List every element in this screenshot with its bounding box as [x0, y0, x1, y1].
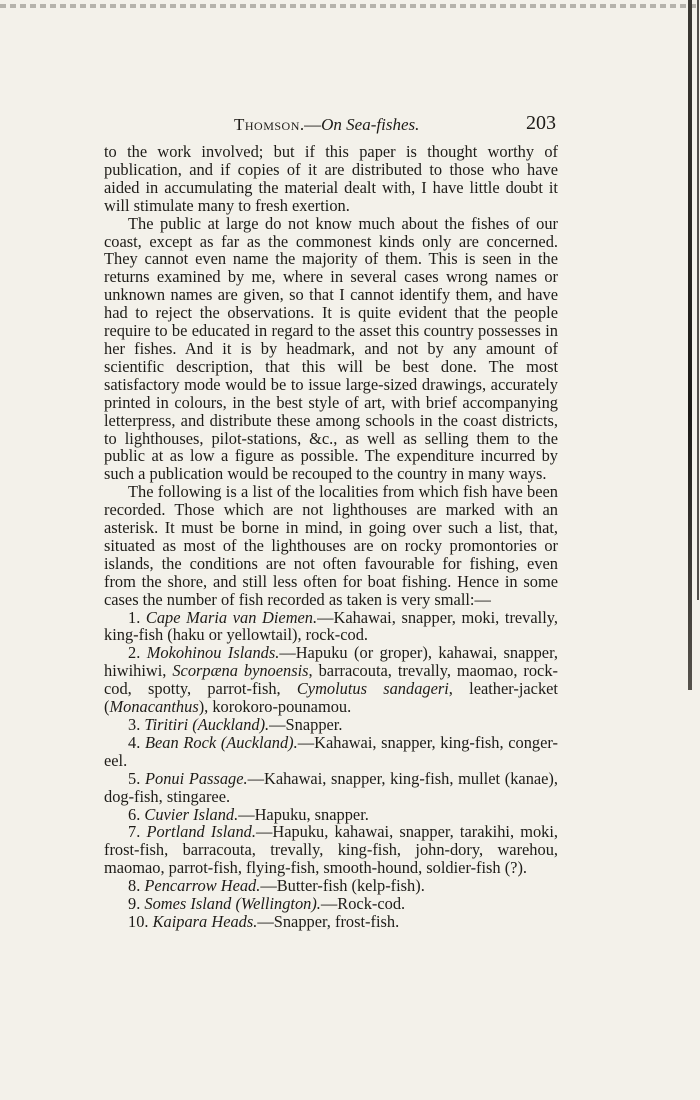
- author-name: Thomson: [234, 115, 300, 134]
- scientific-name: Cymolutus sandageri: [296, 679, 449, 699]
- scan-edge-top: [0, 4, 700, 8]
- locality-fish: —Snapper.: [269, 715, 343, 734]
- locality-fish: —Kahawai, snapper, moki, trevally, king-fish (haku or yellowtail), rock-cod.: [104, 607, 558, 645]
- locality-fish: —Kahawai, snapper, king-fish, mullet (kanae), dog-fish, stingaree.: [104, 768, 558, 806]
- locality-item: 3. Tiritiri (Auckland).—Snapper.: [128, 715, 343, 734]
- locality-name: Tiritiri (Auckland).: [144, 715, 270, 734]
- locality-fish: —Hapuku, kahawai, snapper, tarakihi, moki, frost-fish, barracouta, trevally, king-fish, john-dory, warehou, maomao, parrot-fish, flying-fish, smooth-hound, soldier-fish (?).: [104, 822, 559, 878]
- locality-name: Kaipara Heads.: [152, 911, 258, 931]
- scientific-name: Scorpæna bynoensis: [172, 661, 309, 681]
- scan-edge-right: [688, 0, 692, 690]
- locality-item: 5. Ponui Passage.—Kahawai, snapper, king-fish, mullet (kanae), dog-fish, stingaree.: [104, 768, 558, 806]
- locality-name: Cape Maria van Diemen.: [145, 607, 318, 627]
- locality-item: 2. Mokohinou Islands.—Hapuku (or groper), kahawai, snapper, hiwihiwi, Scorpæna bynoensis, barracouta, trevally, maomao, rock-cod, spotty, parrot-fish, Cymolutus sandageri, leather-jacket (Monacanthus), korokoro-pounamou.: [104, 643, 558, 717]
- locality-fish: —Rock-cod.: [320, 894, 406, 914]
- locality-fish: —Hapuku, snapper.: [238, 804, 369, 824]
- locality-name: Cuvier Island.: [144, 804, 239, 824]
- locality-item: 1. Cape Maria van Diemen.—Kahawai, snapper, moki, trevally, king-fish (haku or yellowtail), rock-cod.: [104, 607, 558, 645]
- locality-fish: —Kahawai, snapper, king-fish, conger-eel.: [104, 732, 558, 770]
- paragraph-public: The public at large do not know much about the fishes of our coast, except as far as the commonest kinds only are concerned. They cannot even name the majority of them. This is seen in the returns examined by me, where in several cases wrong names or unknown names are given, so that I cannot identify them, and have had to reject the observations. It is quite evident that the people require to be educated in regard to the asset this country possesses in her fishes. And it is by headmark, and not by any amount of scientific description, that this will be best done. The most satisfactory mode would be to issue large-sized drawings, accurately printed in colours, in the best style of art, with brief accompanying letterpress, and distribute these among schools in the coast districts, to lighthouses, pilot-stations, &c., as well as selling them to the public at as low a figure as possible. The expenditure incurred by such a publication would be recouped to the country in many ways.: [104, 213, 558, 484]
- locality-name: Portland Island.: [146, 822, 256, 842]
- locality-fish: —Snapper, frost-fish.: [257, 911, 400, 931]
- locality-item: 4. Bean Rock (Auckland).—Kahawai, snapper, king-fish, conger-eel.: [104, 732, 558, 770]
- page-body: [104, 143, 558, 931]
- locality-name: Mokohinou Islands.: [146, 643, 280, 663]
- scientific-name: Monacanthus: [109, 697, 199, 717]
- locality-item: 10. Kaipara Heads.—Snapper, frost-fish.: [128, 911, 400, 931]
- article-title: On Sea-fishes.: [321, 115, 420, 134]
- locality-item: 9. Somes Island (Wellington).—Rock-cod.: [128, 894, 406, 914]
- scan-edge-right-thin: [697, 0, 699, 600]
- locality-name: Somes Island (Wellington).: [144, 894, 321, 914]
- paragraph-localities-intro: The following is a list of the localities from which fish have been recorded. Those which are not lighthouses are marked with an asterisk. It must be borne in mind, in going over such a list, that, situated as most of the lighthouses are on rocky promontories or islands, the conditions are not often favourable for fishing, even from the shore, and still less often for boat fishing. Hence in some cases the number of fish recorded as taken is very small:—: [104, 482, 558, 609]
- locality-name: Bean Rock (Auckland).: [145, 732, 298, 752]
- locality-item: 6. Cuvier Island.—Hapuku, snapper.: [128, 804, 369, 824]
- page-number: 203: [526, 112, 556, 134]
- locality-fish: —Butter-fish (kelp-fish).: [260, 876, 425, 896]
- locality-item: 8. Pencarrow Head.—Butter-fish (kelp-fish).: [128, 876, 425, 896]
- title-dash: .—: [299, 115, 322, 134]
- running-header: [104, 112, 556, 136]
- paragraph-continuation: to the work involved; but if this paper is thought worthy of publication, and if copies of it are distributed to those who have aided in accumulating the material dealt with, I have little doubt it will stimulate many to fresh exertion.: [104, 142, 558, 215]
- locality-item: 7. Portland Island.—Hapuku, kahawai, snapper, tarakihi, moki, frost-fish, barracouta, trevally, king-fish, john-dory, warehou, maomao, parrot-fish, flying-fish, smooth-hound, soldier-fish (?).: [104, 822, 559, 878]
- locality-name: Ponui Passage.: [145, 768, 248, 788]
- running-title: [234, 115, 419, 135]
- locality-name: Pencarrow Head.: [144, 876, 261, 896]
